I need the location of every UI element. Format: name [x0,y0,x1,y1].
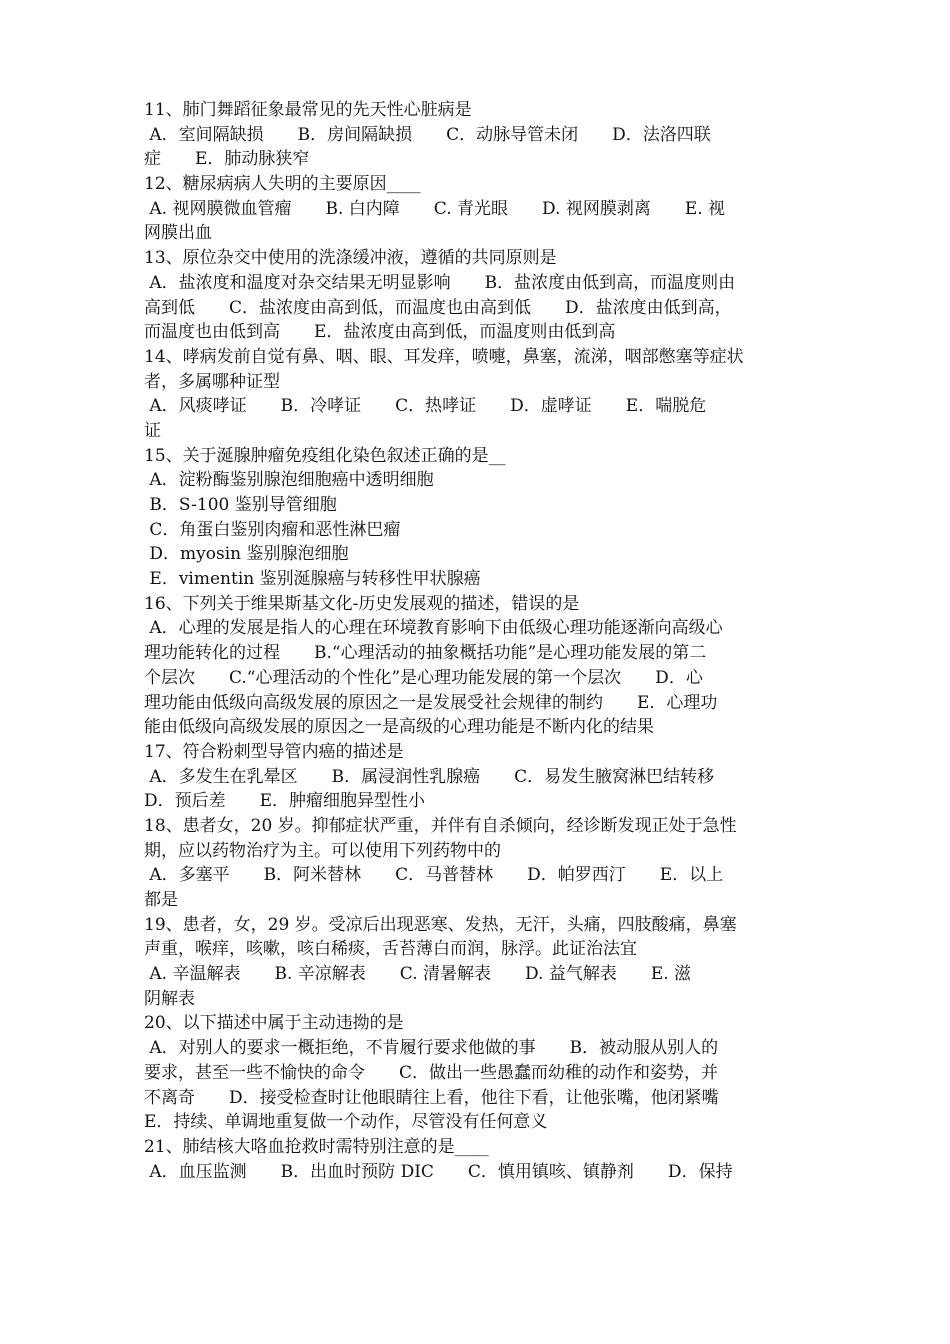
text-line: 证 [144,420,161,441]
text-line: A．风痰哮证 B．冷哮证 C．热哮证 D．虚哮证 E．喘脱危 [144,396,707,417]
text-line: 17、符合粉刺型导管内癌的描述是 [144,741,404,762]
text-line: D．预后差 E．肿瘤细胞异型性小 [144,791,426,812]
text-line: 而温度也由低到高 E．盐浓度由高到低，而温度则由低到高 [144,322,616,343]
text-line: 13、原位杂交中使用的洗涤缓冲液，遵循的共同原则是 [144,248,557,269]
text-line: 12、糖尿病病人失明的主要原因____ [144,174,421,195]
text-line: E．持续、单调地重复做一个动作，尽管没有任何意义 [144,1112,548,1133]
text-line: 16、下列关于维果斯基文化-历史发展观的描述，错误的是 [144,593,580,614]
question-text-block [144,98,810,1184]
text-line: A．多塞平 B．阿米替林 C．马普替林 D．帕罗西汀 E．以上 [144,865,724,886]
text-line: 不离奇 D．接受检查时让他眼睛往上看，他往下看，让他张嘴，他闭紧嘴 [144,1087,719,1108]
text-line: 理功能由低级向高级发展的原因之一是发展受社会规律的制约 E．心理功 [144,692,718,713]
text-line: 能由低级向高级发展的原因之一是高级的心理功能是不断内化的结果 [144,717,654,738]
text-line: A. 视网膜微血管瘤 B. 白内障 C. 青光眼 D. 视网膜剥离 E. 视 [144,198,726,219]
text-line: C．角蛋白鉴别肉瘤和恶性淋巴瘤 [144,519,401,540]
text-line: 21、肺结核大咯血抢救时需特别注意的是____ [144,1136,489,1157]
text-line: 14、哮病发前自觉有鼻、咽、眼、耳发痒，喷嚏，鼻塞，流涕，咽部憋塞等症状 [144,346,744,367]
text-line: A．心理的发展是指人的心理在环境教育影响下由低级心理功能逐渐向高级心 [144,618,723,639]
text-line: 声重，喉痒，咳嗽，咳白稀痰，舌苔薄白而润，脉浮。此证治法宜 [144,939,637,960]
text-line: A．多发生在乳晕区 B．属浸润性乳腺癌 C．易发生腋窝淋巴结转移 [144,766,715,787]
text-line: 期，应以药物治疗为主。可以使用下列药物中的 [144,840,501,861]
text-line: 阴解表 [144,988,195,1009]
text-line: 症 E．肺动脉狭窄 [144,149,310,170]
text-line: A．盐浓度和温度对杂交结果无明显影响 B．盐浓度由低到高，而温度则由 [144,272,736,293]
text-line: 要求，甚至一些不愉快的命令 C．做出一些愚蠢而幼稚的动作和姿势，并 [144,1062,719,1083]
text-line: 都是 [144,890,178,910]
text-line: 个层次 C.“心理活动的个性化”是心理功能发展的第一个层次 D．心 [144,667,703,688]
text-line: A．对别人的要求一概拒绝，不肯履行要求他做的事 B．被动服从别人的 [144,1038,719,1059]
text-line: E．vimentin 鉴别涎腺癌与转移性甲状腺癌 [144,569,481,590]
text-line: A．淀粉酶鉴别腺泡细胞癌中透明细胞 [144,470,434,491]
text-line: 20、以下描述中属于主动违拗的是 [144,1013,404,1034]
text-line: 网膜出血 [144,223,212,244]
text-line: B．S-100 鉴别导管细胞 [144,495,337,515]
text-line: 理功能转化的过程 B.“心理活动的抽象概括功能”是心理功能发展的第二 [144,643,707,664]
text-line: 19、患者，女，29 岁。受凉后出现恶寒、发热，无汗，头痛，四肢酸痛，鼻塞 [144,914,737,935]
text-line: 11、肺门舞蹈征象最常见的先天性心脏病是 [144,100,472,120]
text-line: 18、患者女，20 岁。抑郁症状严重，并伴有自杀倾向，经诊断发现正处于急性 [144,815,737,836]
text-line: D．myosin 鉴别腺泡细胞 [144,544,349,565]
text-line: A．血压监测 B．出血时预防 DIC C．慎用镇咳、镇静剂 D．保持 [144,1161,733,1182]
text-line: A. 辛温解表 B. 辛凉解表 C. 清暑解表 D. 益气解表 E. 滋 [144,964,692,985]
text-line: A．室间隔缺损 B．房间隔缺损 C．动脉导管未闭 D．法洛四联 [144,124,711,145]
text-line: 15、关于涎腺肿瘤免疫组化染色叙述正确的是__ [144,445,506,466]
text-line: 者，多属哪种证型 [144,371,280,392]
text-line: 高到低 C．盐浓度由高到低，而温度也由高到低 D．盐浓度由低到高， [144,297,732,318]
